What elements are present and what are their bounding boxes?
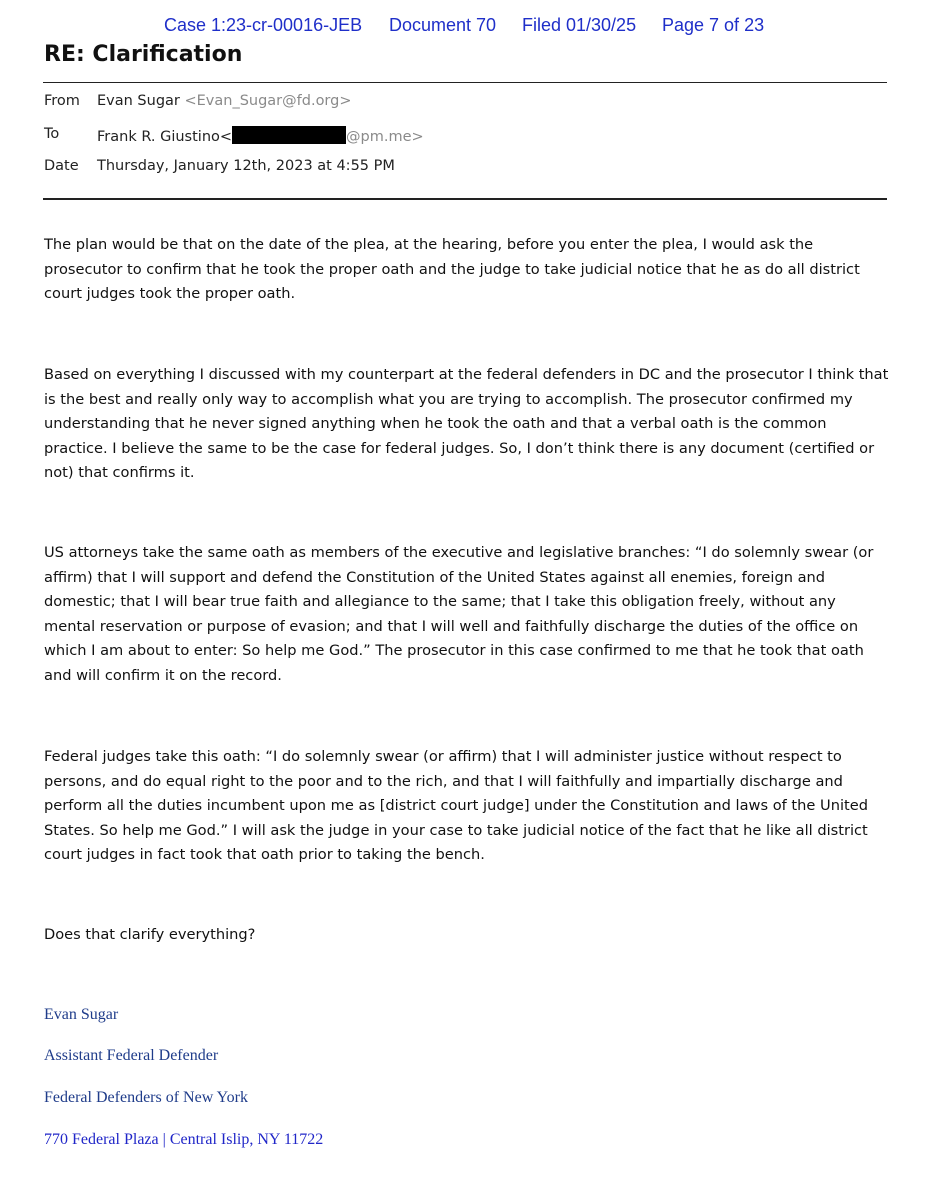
signature-organization: Federal Defenders of New York <box>44 1089 248 1106</box>
signature-address-link[interactable]: 770 Federal Plaza | Central Islip, NY 11722 <box>44 1131 324 1148</box>
to-name: Frank R. Giustino< <box>97 129 233 145</box>
document-number: Document 70 <box>389 15 497 35</box>
date-label: Date <box>44 158 79 174</box>
date-value: Thursday, January 12th, 2023 at 4:55 PM <box>97 158 395 174</box>
filed-date: Filed 01/30/25 <box>522 15 637 35</box>
redaction-box <box>232 126 346 144</box>
body-paragraph-plan: The plan would be that on the date of the plea, at the hearing, before you enter the plea, I would ask the prosecutor to confirm that he took the proper oath and the judge to take judicial notice that he as do all district court judges took the proper oath. <box>44 236 860 302</box>
body-paragraph-counterpart: Based on everything I discussed with my counterpart at the federal defenders in DC and the prosecutor I think that is the best and really only way to accomplish what you are trying to accomplish. The prosecutor confirmed my understanding that he never signed anything when he took the oath and that a verbal oath is the common practice. I believe the same to be the case for federal judges. So, I don’t think there is any document (certified or not) that confirms it. <box>44 366 889 481</box>
court-filing-header <box>0 15 928 41</box>
from-label: From <box>44 93 80 109</box>
signature-name: Evan Sugar <box>44 1006 119 1023</box>
to-value <box>97 126 424 145</box>
signature-title: Assistant Federal Defender <box>44 1047 219 1064</box>
body-paragraph-closing: Does that clarify everything? <box>44 926 256 943</box>
to-label: To <box>44 126 60 142</box>
from-name: Evan Sugar <box>97 93 180 109</box>
page-number: Page 7 of 23 <box>662 15 765 35</box>
case-number: Case 1:23-cr-00016-JEB <box>164 15 363 35</box>
from-value <box>97 93 352 109</box>
body-paragraph-judge-oath: Federal judges take this oath: “I do solemnly swear (or affirm) that I will administer justice without respect to persons, and do equal right to the poor and to the rich, and that I will faithfully and impartially discharge and perform all the duties incumbent upon me as [district court judge] under the Constitution and laws of the United States. So help me God.” I will ask the judge in your case to take judicial notice of the fact that he like all district court judges in fact took that oath prior to taking the bench. <box>44 748 868 863</box>
from-address: <Evan_Sugar@fd.org> <box>184 93 352 109</box>
header-divider <box>43 82 887 83</box>
to-address-suffix: @pm.me> <box>346 129 424 145</box>
body-paragraph-us-attorney-oath: US attorneys take the same oath as members of the executive and legislative branches: “I do solemnly swear (or affirm) that I will support and defend the Constitution of the United States against all enemies, foreign and domestic; that I will bear true faith and allegiance to the same; that I take this obligation freely, without any mental reservation or purpose of evasion; and that I will well and faithfully discharge the duties of the office on which I am about to enter: So help me God.” The prosecutor in this case confirmed to me that he took that oath and will confirm it on the record. <box>44 544 874 684</box>
body-divider <box>43 198 887 200</box>
email-subject: RE: Clarification <box>44 42 243 67</box>
